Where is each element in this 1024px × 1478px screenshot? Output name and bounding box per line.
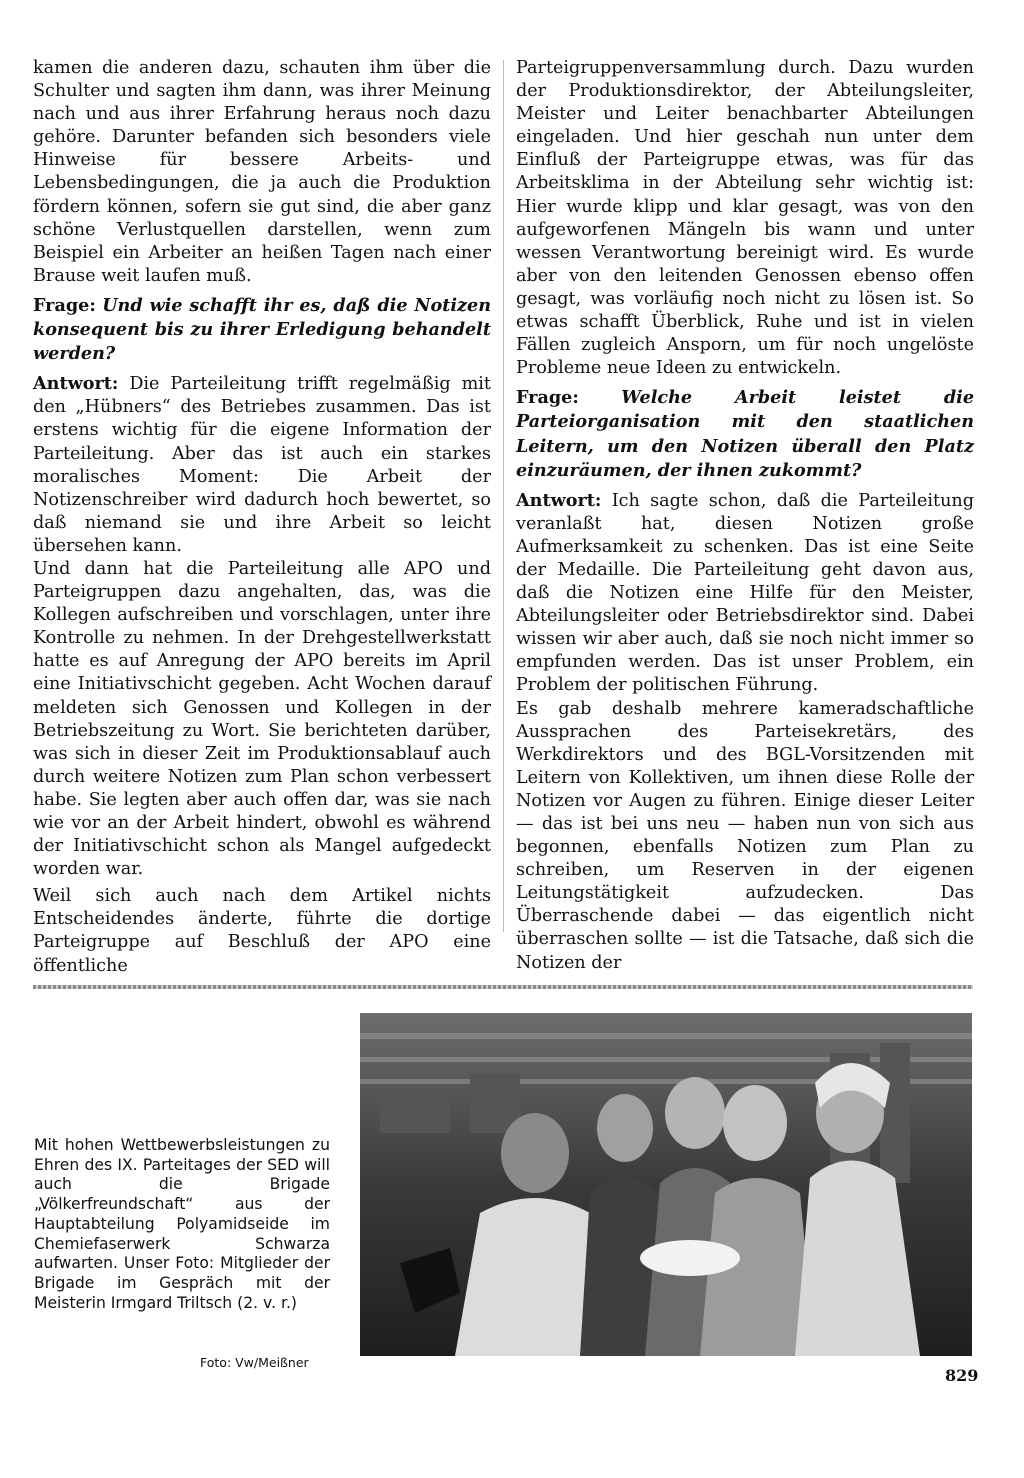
photo-credit: Foto: Vw/Meißner (200, 1355, 309, 1370)
photo-caption: Mit hohen Wettbewerbsleistungen zu Ehren des IX. Parteitages der SED will auch die Brigade „Völkerfreundschaft“ aus der Hauptabteilung Polyamidseide im Chemiefaserwerk Schwarza aufwarten. Unser Foto: Mitglieder der Brigade im Gespräch mit der Meisterin Irmgard Triltsch (2. v. r.) (34, 1136, 330, 1312)
section-separator (33, 985, 973, 989)
left-paragraph-3: Weil sich auch nach dem Artikel nichts Entscheidendes änderte, führte die dortige Parteigruppe auf Beschluß der APO eine öffentliche (33, 886, 491, 976)
left-paragraph-1: kamen die anderen dazu, schauten ihm über die Schulter und sagten ihm dann, was ihrer Meinung nach und aus ihrer Erfahrung heraus noch dazu gehöre. Darunter befanden sich besonders viele Hinweise für bessere Arbeits- und Lebensbedingungen, die ja auch die Produktion fördern können, sofern sie gut sind, die aber ganz schöne Verlustquellen darstellen, wenn zum Beispiel ein Arbeiter an heißen Tagen nach einer Brause weit laufen muß. (33, 58, 491, 286)
answer-1-text: Die Parteileitung trifft regelmäßig mit den „Hübners“ des Betriebes zusammen. Das ist erstens wichtig für die eigene Information der Parteileitung. Aber das ist auch ein starkes moralisches Moment: Die Arbeit der Notizenschreiber wird dadurch hoch bewertet, so daß niemand sie und ihre Arbeit so leicht übersehen kann. (33, 374, 492, 556)
right-column (516, 57, 974, 981)
question-2-label: Frage: (516, 387, 579, 409)
question-1-label: Frage: (33, 294, 96, 316)
right-paragraph-2: Es gab deshalb mehrere kameradschaftliche Aussprachen des Parteisekretärs, des Werkdirektors und des BGL-Vorsitzenden mit Leitern von Kollektiven, um ihnen diese Rolle der Notizen vor Augen zu führen. Einige dieser Leiter — das ist bei uns neu — haben nun von sich aus begonnen, ebenfalls Notizen zum Plan zu schreiben, um Reserven in der eigenen Leitungstätigkeit aufzudecken. Das Überraschende dabei — das eigentlich nicht überraschen sollte — ist die Tatsache, daß sich die Notizen der (516, 698, 974, 973)
question-2 (516, 386, 974, 482)
question-1-text: Und wie schafft ihr es, daß die Notizen konsequent bis zu ihrer Erledigung behandelt werden? (33, 294, 491, 365)
column-divider (503, 60, 504, 932)
photo-illustration (360, 1013, 972, 1356)
left-paragraph-2: Und dann hat die Parteileitung alle APO und Parteigruppen dazu angehalten, das, was die Kollegen aufschreiben und vorschlagen, unter ihre Kontrolle zu nehmen. In der Drehgestellwerkstatt hatte es auf Anregung der APO bereits im April eine Initiativschicht gegeben. Acht Wochen darauf meldeten sich Genossen und Kollegen in der Betriebszeitung zu Wort. Sie berichteten darüber, was sich in dieser Zeit im Produktionsablauf auch durch weitere Notizen zum Plan schon verbessert habe. Sie legten aber auch offen dar, was sie nach wie vor an der Arbeit hindert, obwohl es während der Initiativschicht schon als Mangel aufgedeckt worden war. (33, 558, 491, 880)
answer-2-text: Ich sagte schon, daß die Parteileitung veranlaßt hat, diesen Notizen große Aufmerksamkeit zu schenken. Das ist eine Seite der Medaille. Die Parteileitung geht davon aus, daß die Notizen eine Hilfe für den Meister, Abteilungsleiter oder Betriebsdirektor sind. Dabei wissen wir aber auch, daß sie noch nicht immer so empfunden werden. Das ist unser Problem, ein Problem der politischen Führung. (516, 490, 974, 696)
answer-1-label: Antwort: (33, 373, 119, 395)
left-column (33, 57, 491, 984)
page-number: 829 (945, 1366, 979, 1385)
question-2-text: Welche Arbeit leistet die Parteiorganisation mit den staatlichen Leitern, um den Notizen überall den Platz einzuräumen, der ihnen zukommt? (516, 387, 975, 481)
answer-2 (516, 489, 974, 698)
question-1 (33, 294, 491, 366)
answer-2-label: Antwort: (516, 489, 602, 511)
brigade-photo (360, 1013, 972, 1356)
answer-1 (33, 372, 491, 558)
right-paragraph-1: Parteigruppenversammlung durch. Dazu wurden der Produktionsdirektor, der Abteilungsleiter, Meister und Leiter benachbarter Abteilungen eingeladen. Und hier geschah nun unter dem Einfluß der Parteigruppe etwas, was für das Arbeitsklima in der Abteilung sehr wichtig ist: Hier wurde klipp und klar gesagt, was von den aufgeworfenen Mängeln bis wann und unter wessen Verantwortung bereinigt wird. Es wurde aber von den leitenden Genossen ebenso offen gesagt, was vorläufig noch nicht zu lösen ist. So etwas schafft Überblick, Ruhe und ist in vielen Fällen zugleich Ansporn, um für noch ungelöste Probleme neue Ideen zu entwickeln. (516, 58, 974, 379)
